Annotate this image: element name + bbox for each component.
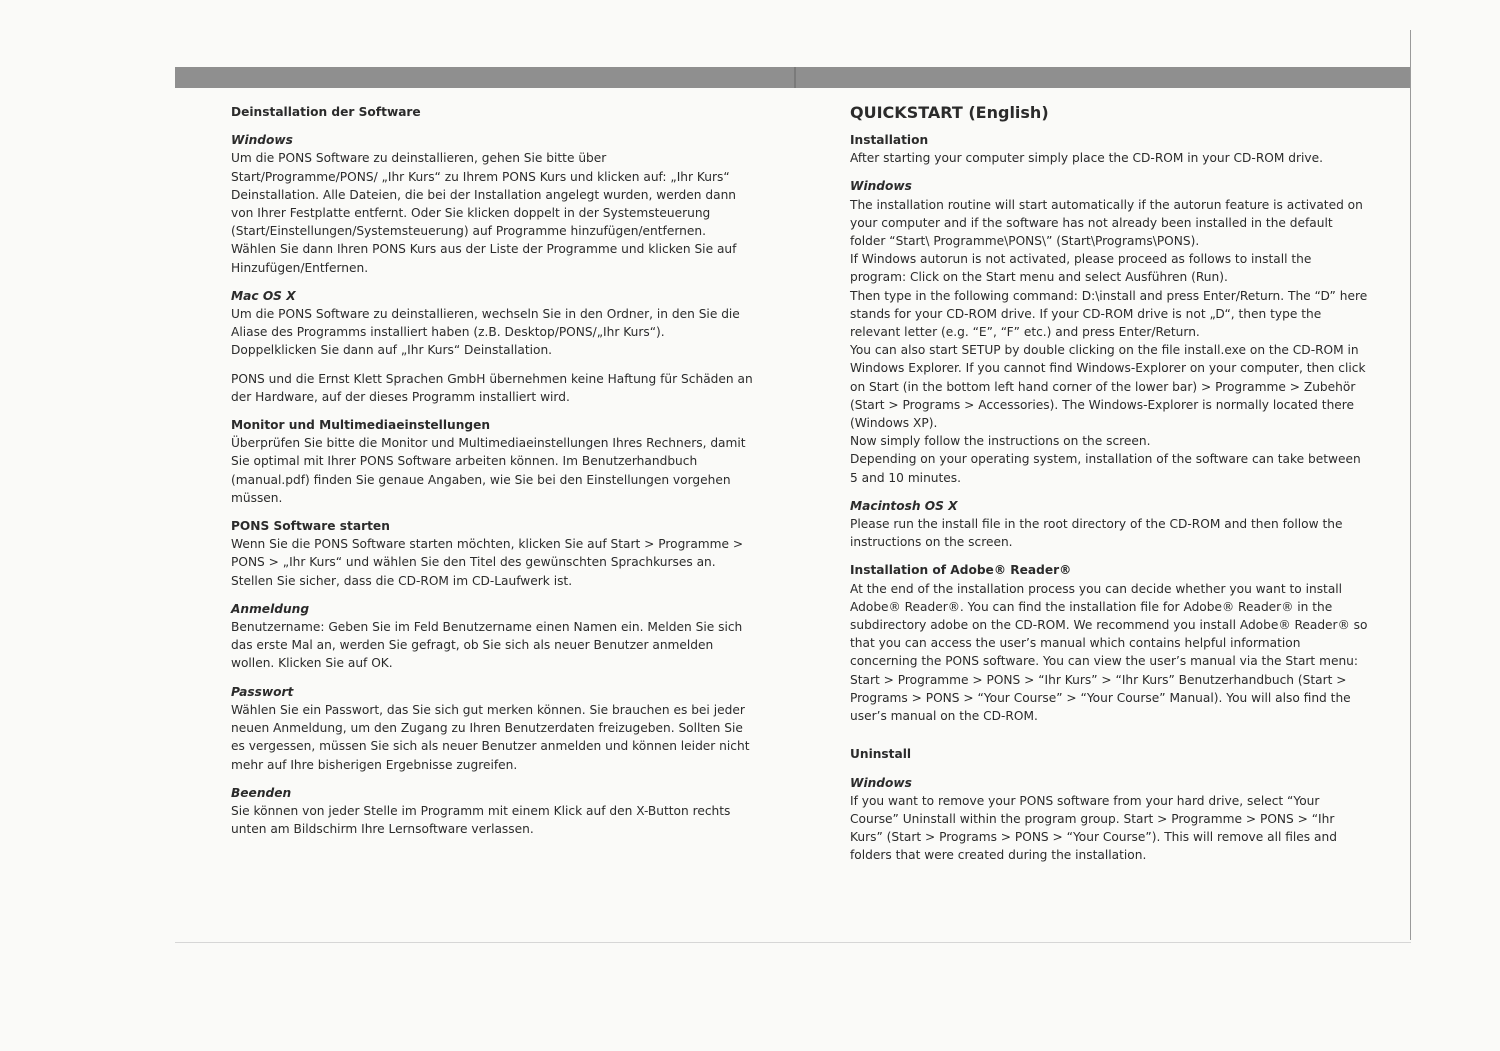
right-column: [850, 103, 1370, 865]
login-text: Benutzername: Geben Sie im Feld Benutzername einen Namen ein. Melden Sie sich das erste Mal an, werden Sie gefragt, ob Sie sich als neuer Benutzer anmelden wollen. Klicken Sie auf OK.: [231, 620, 743, 671]
mac-deinstall-text: Um die PONS Software zu deinstallieren, wechseln Sie in den Ordner, in den Sie die Aliase des Programms installiert haben (z.B. Desktop/PONS/„Ihr Kurs“). Doppelklicken Sie dann auf „Ihr Kurs“ Deinstallation.: [231, 307, 740, 358]
windows-subheading: Windows: [231, 133, 293, 148]
mac-subheading: Mac OS X: [231, 288, 296, 303]
monitor-text: Überprüfen Sie bitte die Monitor und Multimediaeinstellungen Ihres Rechners, damit Sie optimal mit Ihrer PONS Software arbeiten können. Im Benutzerhandbuch (manual.pdf) finden Sie genaue Angaben, wie Sie bei den Einstellungen vorgehen müssen.: [231, 436, 746, 505]
password-subheading: Passwort: [231, 684, 294, 699]
header-bar: [175, 67, 1411, 88]
start-software-heading: PONS Software starten: [231, 519, 390, 534]
mac-install-text: Please run the install file in the root directory of the CD-ROM and then follow the instructions on the screen.: [850, 517, 1343, 550]
windows-install-p1: The installation routine will start automatically if the autorun feature is activated on your computer and if the software has not already been installed in the default folder “Start\ Programme\PONS\” (Start\Programs\PONS).: [850, 197, 1363, 249]
page-bottom-edge: [175, 942, 1411, 943]
windows-install-p5: Now simply follow the instructions on the screen.: [850, 434, 1151, 449]
windows-deinstall-text: Um die PONS Software zu deinstallieren, gehen Sie bitte über Start/Programme/PONS/ „Ihr Kurs“ zu Ihrem PONS Kurs und klicken auf: „Ihr Kurs“ Deinstallation. Alle Dateien, die bei der Installation angelegt wurden, werden dann von Ihrer Festplatte entfernt. Oder Sie klicken doppelt in der Systemsteuerung (Start/Einstellungen/Systemsteuerung) auf Programme hinzufügen/entfernen. Wählen Sie dann Ihren PONS Kurs aus der Liste der Programme und klicken Sie auf Hinzufügen/Entfernen.: [231, 151, 737, 275]
uninstall-text: If you want to remove your PONS software from your hard drive, select “Your Course” Uninstall within the program group. Start > Programme > PONS > “Ihr Kurs” (Start > Programs > PONS > “Your Course”). This will remove all files and folders that were created during the installation.: [850, 793, 1337, 863]
uninstall-heading: Uninstall: [850, 747, 912, 762]
liability-text: PONS und die Ernst Klett Sprachen GmbH übernehmen keine Haftung für Schäden an der Hardware, auf der dieses Programm installiert wird.: [231, 371, 753, 404]
adobe-text: At the end of the installation process you can decide whether you want to install Adobe® Reader®. You can find the installation file for Adobe® Reader® in the subdirectory adobe on the CD-ROM. We recommend you install Adobe® Reader® so that you can access the user’s manual which contains helpful information concerning the PONS software. You can view the user’s manual via the Start menu:: [850, 581, 1368, 669]
deinstall-heading: Deinstallation der Software: [231, 105, 421, 119]
left-column: [231, 103, 753, 838]
windows-install-p3: Then type in the following command: D:\install and press Enter/Return. The “D” here stands for your CD-ROM drive. If your CD-ROM drive is not „D“, then type the relevant letter (e.g. “E”, “F” etc.) and press Enter/Return.: [850, 288, 1368, 340]
monitor-heading: Monitor und Multimediaeinstellungen: [231, 418, 491, 433]
quickstart-title: QUICKSTART (English): [850, 103, 1049, 122]
page-fold-mark: [794, 67, 796, 88]
windows-install-subheading: Windows: [850, 179, 912, 194]
uninstall-windows-subheading: Windows: [850, 775, 912, 790]
adobe-manual-path: Start > Programme > PONS > “Ihr Kurs” > “Ihr Kurs” Benutzerhandbuch (Start > Programs > PONS > “Your Course” > “Your Course” Manual). You will also find the user’s manual on the CD-ROM.: [850, 672, 1351, 724]
mac-install-subheading: Macintosh OS X: [850, 498, 958, 513]
quit-text: Sie können von jeder Stelle im Programm mit einem Klick auf den X-Button rechts unten am Bildschirm Ihre Lernsoftware verlassen.: [231, 803, 731, 837]
windows-install-p2: If Windows autorun is not activated, please proceed as follows to install the program: Click on the Start menu and select Ausführen (Run).: [850, 252, 1312, 285]
adobe-heading: Installation of Adobe® Reader®: [850, 563, 1072, 578]
windows-install-p6: Depending on your operating system, installation of the software can take between 5 and 10 minutes.: [850, 452, 1361, 485]
start-software-text: Wenn Sie die PONS Software starten möchten, klicken Sie auf Start > Programme > PONS > „Ihr Kurs“ und wählen Sie den Titel des gewünschten Sprachkurses an. Stellen Sie sicher, dass die CD-ROM im CD-Laufwerk ist.: [231, 537, 744, 588]
installation-heading: Installation: [850, 133, 929, 147]
installation-text: After starting your computer simply place the CD-ROM in your CD-ROM drive.: [850, 151, 1323, 166]
password-text: Wählen Sie ein Passwort, das Sie sich gut merken können. Sie brauchen es bei jeder neuen Anmeldung, um den Zugang zu Ihren Benutzerdaten freizugeben. Sollten Sie es vergessen, müssen Sie sich als neuer Benutzer anmelden und können leider nicht mehr auf Ihre bisherigen Ergebnisse zugreifen.: [231, 702, 750, 772]
windows-install-p4: You can also start SETUP by double clicking on the file install.exe on the CD-ROM in Windows Explorer. If you cannot find Windows-Explorer on your computer, then click on Start (in the bottom left hand corner of the lower bar) > Programme > Zubehör (Start > Programs > Accessories). The Windows-Explorer is normally located there (Windows XP).: [850, 343, 1366, 431]
page-right-edge: [1410, 30, 1411, 940]
quit-subheading: Beenden: [231, 785, 292, 800]
login-subheading: Anmeldung: [231, 601, 310, 616]
